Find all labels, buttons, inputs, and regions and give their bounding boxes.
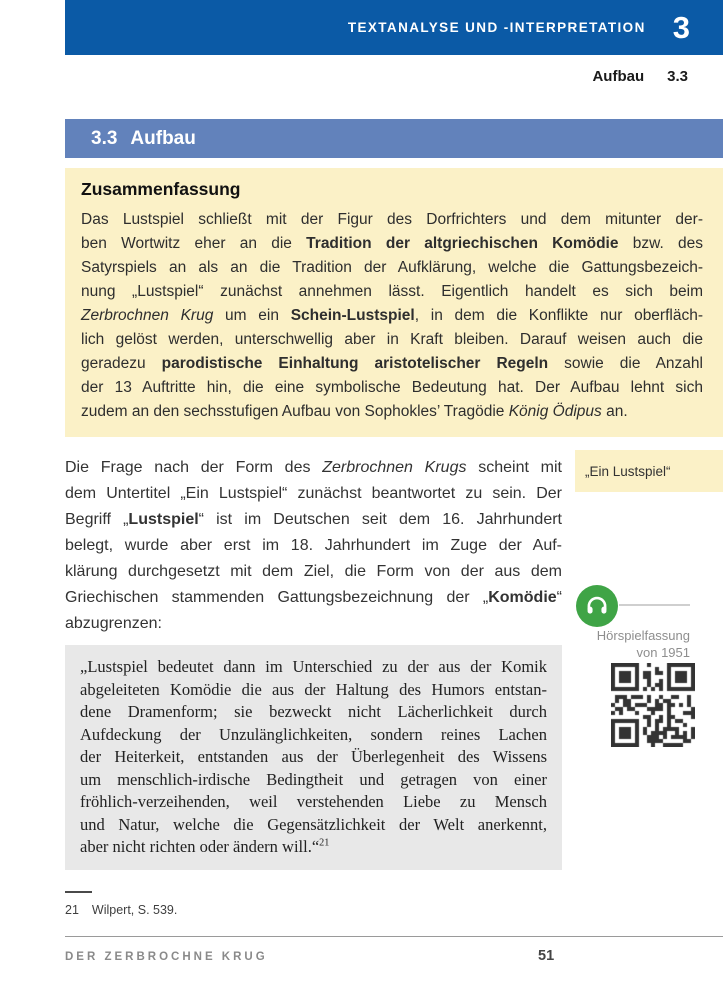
summary-text: Das Lustspiel schließt mit der Figur des Dorfrichters und dem mitunter der- ben Wortwitz eher an die Tradition der altgriechischen Komödie bzw. des Satyrspiels an als an die Tradition der Aufklärung, welche die Gattungsbezeich- nung „Lustspiel“ zunächst annehmen lässt. Eigentlich handelt es sich beim Zerbrochnen Krug um ein Schein-Lustspiel, in dem die Konflikte nur oberfläch- lich gelöst werden, unterschwellig aber in Kraft bleiben. Darauf weisen auch die geradezu parodistische Einhaltung aristotelischer Regeln sowie die Anzahl der 13 Auftritte hin, die eine symbolische Bedeutung hat. Der Aufbau lehnt sich zudem an den sechsstufigen Aufbau von Sophokles’ Tragödie König Ödipus an.	[81, 211, 703, 420]
headphones-icon	[576, 585, 618, 627]
section-title: Aufbau	[130, 127, 196, 149]
breadcrumb	[65, 68, 688, 85]
footer-page-number: 51	[538, 948, 555, 964]
footnote-text: Wilpert, S. 539.	[91, 903, 178, 917]
footnote-divider	[65, 891, 92, 893]
audio-caption-line1: Hörspielfassung	[596, 628, 690, 643]
chapter-number: 3	[672, 10, 690, 45]
section-number: 3.3	[91, 127, 118, 149]
margin-note	[575, 450, 723, 492]
section-title-bar	[65, 119, 723, 158]
footer-divider	[65, 936, 723, 937]
audio-caption	[575, 627, 690, 661]
quote-box: „Lustspiel bedeutet dann im Unterschied zu der aus der Komik abgeleiteten Komödie die aus der Haltung des Humors entstan- dene Dramenform; sie bezweckt nicht Lächerlichkeit durch Aufdeckung der Unzulänglichkeiten, sondern reines Lachen der Heiterkeit, entstanden aus der Überlegenheit des Wissens um menschlich-irdische Bedingtheit und getragen von einer fröhlich-verzeihenden, weil verstehenden Liebe zu Mensch und Natur, welche die Gegensätzlichkeit der Welt anerkennt, aber nicht richten oder ändern will.“$^{21}$	[65, 645, 562, 870]
breadcrumb-number: 3.3	[667, 68, 688, 85]
footnote-number: 21	[65, 903, 79, 917]
chapter-header-bar	[65, 0, 723, 55]
audio-caption-line2: von 1951	[636, 645, 690, 660]
summary-box	[65, 168, 723, 437]
qr-code	[611, 663, 695, 747]
footer-book-title: DER ZERBROCHNE KRUG	[65, 951, 268, 963]
audio-divider-line	[619, 604, 690, 606]
body-paragraph: Die Frage nach der Form des Zerbrochnen Krugs scheint mit dem Untertitel „Ein Lustspiel“ zunächst beantwortet zu sein. Der Begriff „Lustspiel“ ist im Deutschen seit dem 16. Jahrhundert belegt, wurde aber erst im 18. Jahrhundert im Zuge der Auf- klärung durchgesetzt mit dem Ziel, die Form von der aus dem Griechischen stammenden Gattungsbezeichnung der „Komödie“ abzugrenzen:	[65, 459, 562, 632]
breadcrumb-label: Aufbau	[592, 68, 645, 85]
chapter-header-title: TEXTANALYSE UND -INTERPRETATION	[347, 20, 646, 35]
margin-note-text: „Ein Lustspiel“	[585, 463, 671, 479]
footnote	[65, 903, 177, 917]
summary-heading: Zusammenfassung	[81, 179, 241, 199]
